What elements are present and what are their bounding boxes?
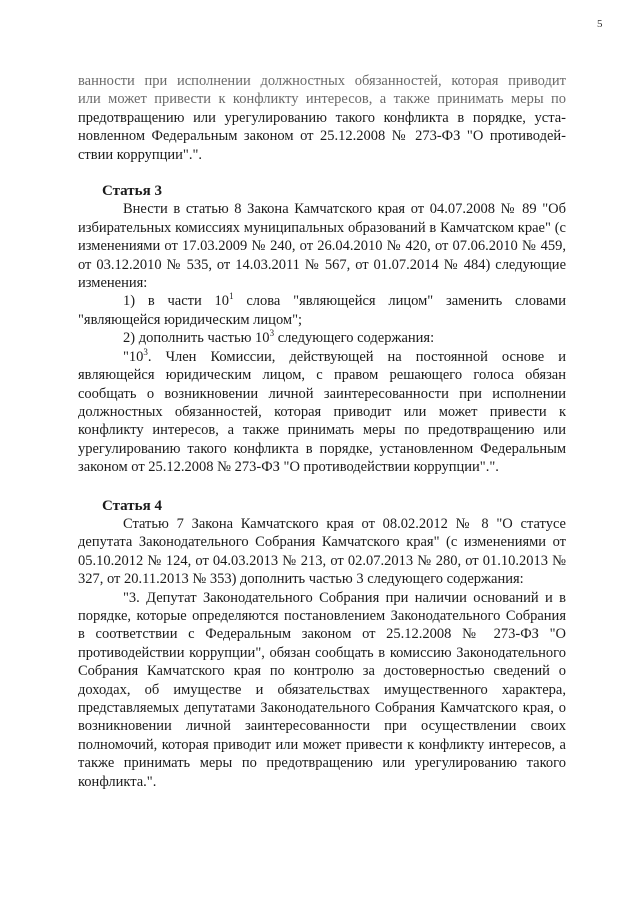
top-paragraph-line-5: ствии коррупции".". bbox=[78, 146, 203, 163]
article-3-quote-text-a: "10 bbox=[123, 348, 144, 365]
article-3-intro: Внести в статью 8 Закона Камчатского края от 04.07.2008 № 89 "Об избирательных комиссиях муниципальных образований в Камчатском крае" (с изменениями от 17.03.2009 № 240, от 26.04.2010 № 420, от 07.06.2010 № 459, от 03.12.2010 № 535, от 14.03.2011 № 567, от 01.07.2014 № 484) следующие изменения: bbox=[78, 201, 566, 292]
document-body bbox=[78, 72, 566, 791]
article-3-item-2-text-a: 2) дополнить частью 10 bbox=[123, 330, 270, 347]
article-3-item-1-text-a: 1) в части 10 bbox=[123, 293, 230, 310]
article-3-quote-superscript: 3 bbox=[143, 346, 148, 357]
article-3-item-1-text-b: слова "являющейся лицом" заменить словами "являющейся юридическим лицом"; bbox=[78, 293, 566, 328]
article-4-quote: "3. Депутат Законодательного Собрания при наличии оснований и в порядке, которые определяются постановлением Законодательного Собрания в соответствии с Федеральным законом от 25.12.2008 № 273-ФЗ "О противодействии коррупции", обязан сообщать в комиссию Законодательного Собрания Камчатского края по контролю за достоверностью сведений о доходах, об имуществе и обязательствах имущественного характера, представляемых депутатами Законодательного Собрания Камчатского края, о возникновении личной заинтересованности при осуществлении своих полномочий, которая приводит или может привести к конфликту интересов, а также принимать меры по предотвращению или урегулированию такого конфликта.". bbox=[78, 589, 566, 790]
article-4-heading: Статья 4 bbox=[102, 497, 162, 514]
top-paragraph-line-4: новленном Федеральным законом от 25.12.2008 № 273-ФЗ "О противодей- bbox=[78, 128, 566, 145]
article-3-item-2 bbox=[78, 329, 566, 347]
page-number: 5 bbox=[597, 18, 603, 30]
top-paragraph-line-2: или может привести к конфликту интересов, а также принимать меры по bbox=[78, 91, 566, 108]
article-3-quote-text-b: . Член Комиссии, действующей на постоянной основе и являющейся юридическим лицом, с правом решающего голоса обязан сообщать о возникновении личной заинтересованности при исполнении должностных обязанностей, которая приводит или может привести к конфликту интересов, а также принимать меры по предотвращению или урегулированию такого конфликта в порядке, установленном Федеральным законом от 25.12.2008 № 273-ФЗ "О противодействии коррупции".". bbox=[78, 348, 566, 476]
article-3-item-1 bbox=[78, 292, 566, 329]
article-3-heading: Статья 3 bbox=[102, 183, 162, 200]
article-3-item-2-text-b: следующего содержания: bbox=[274, 330, 435, 347]
top-paragraph bbox=[78, 72, 566, 164]
top-paragraph-line-1: ванности при исполнении должностных обязанностей, которая приводит bbox=[78, 73, 566, 89]
article-4-intro: Статью 7 Закона Камчатского края от 08.02.2012 № 8 "О статусе депутата Законодательного Собрания Камчатского края" (с изменениями от 05.10.2012 № 124, от 04.03.2013 № 213, от 02.07.2013 № 280, от 01.10.2013 № 327, от 20.11.2013 № 353) дополнить частью 3 следующего содержания: bbox=[78, 515, 566, 588]
top-paragraph-line-3: предотвращению или урегулированию такого конфликта в порядке, уста- bbox=[78, 109, 566, 126]
article-3-item-1-superscript: 1 bbox=[229, 291, 234, 302]
article-3-item-2-superscript: 3 bbox=[269, 328, 275, 339]
article-3-quote bbox=[78, 348, 566, 477]
